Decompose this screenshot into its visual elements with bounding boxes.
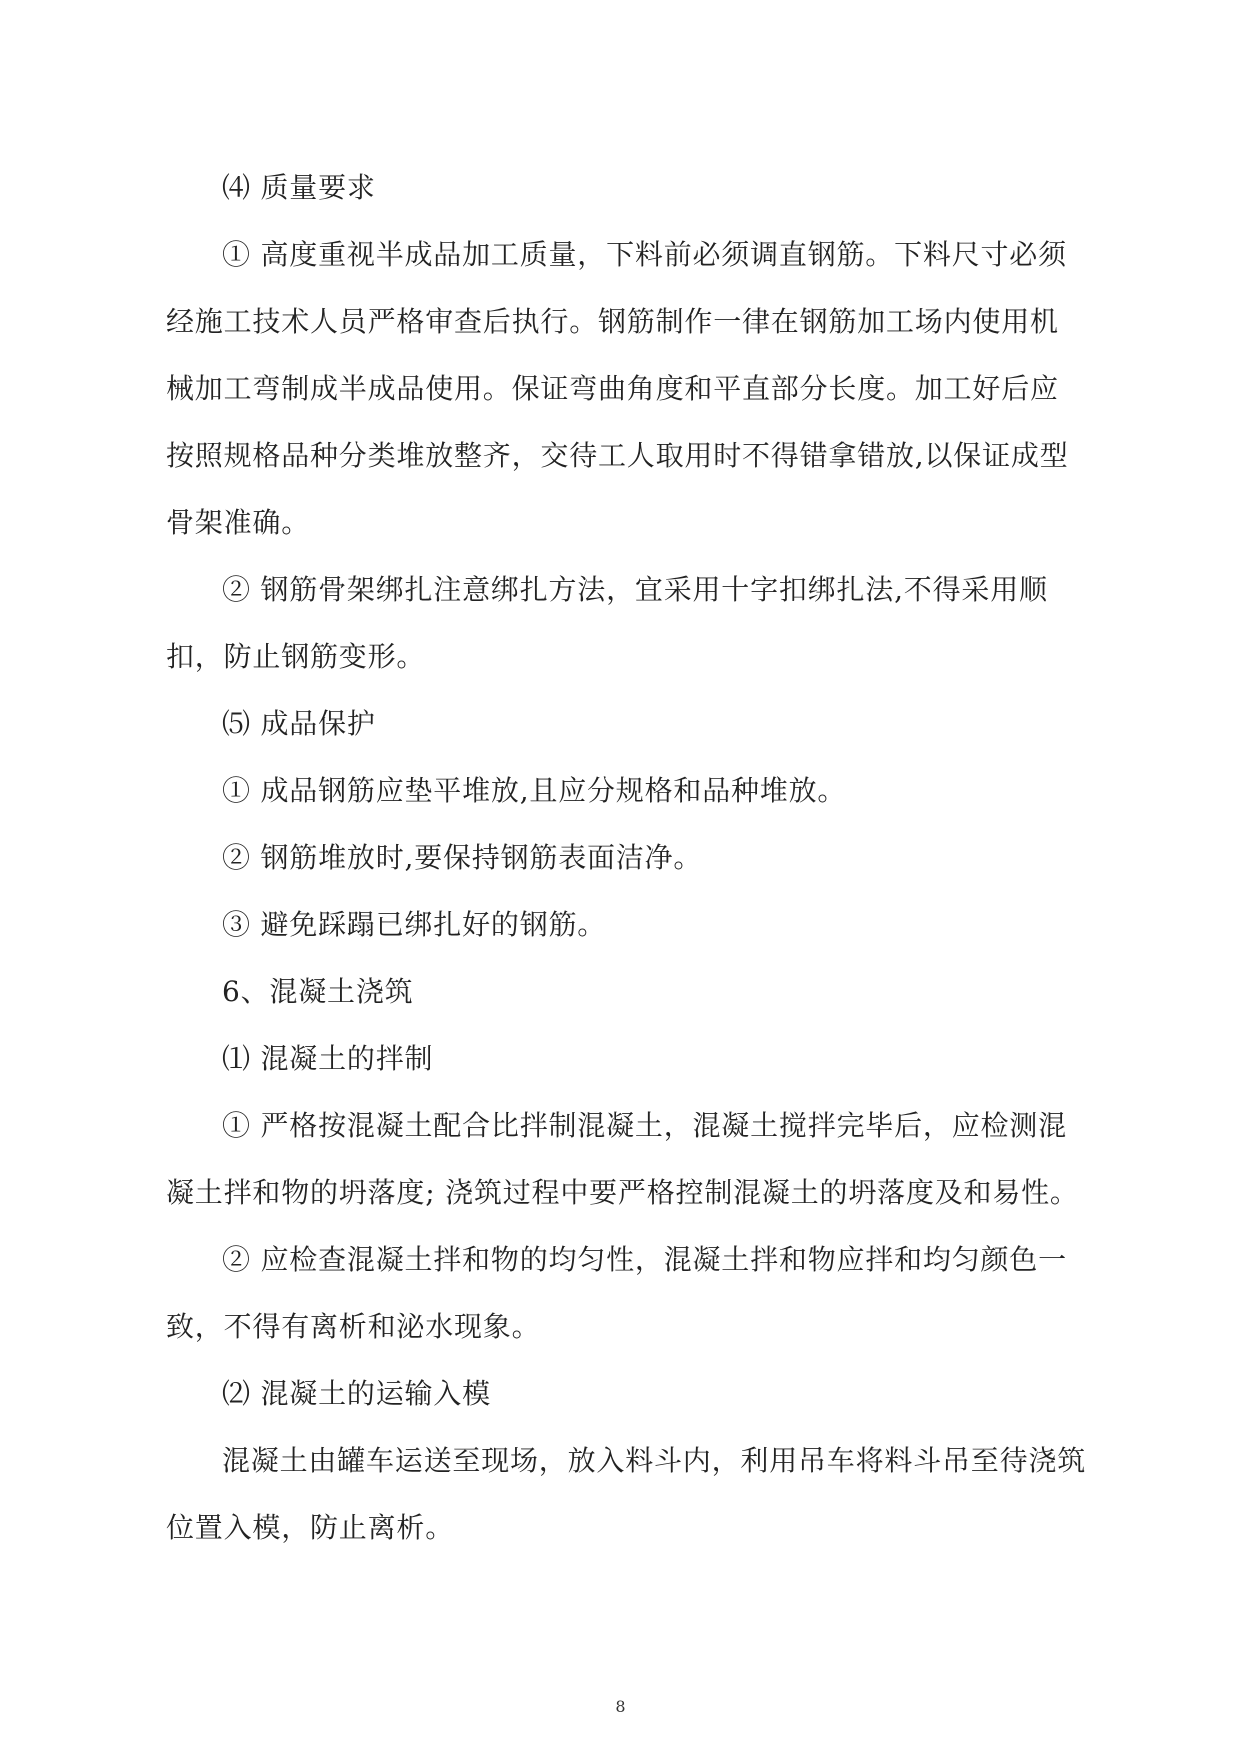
paragraph-transport-method: 混凝土由罐车运送至现场，放入料斗内，利用吊车将料斗吊至待浇筑位置入模，防止离析。 <box>166 1444 1087 1544</box>
paragraph-surface-clean: ② 钢筋堆放时,要保持钢筋表面洁净。 <box>222 841 703 874</box>
paragraph-avoid-stepping: ③ 避免踩蹋已绑扎好的钢筋。 <box>222 908 607 941</box>
page-number: 8 <box>615 1697 626 1716</box>
document-body <box>166 154 1086 1561</box>
paragraph-uniformity: ② 应检查混凝土拌和物的均匀性，混凝土拌和物应拌和均匀颜色一致，不得有离析和泌水现象。 <box>166 1243 1067 1343</box>
section-heading-quality-requirements: ⑷ 质量要求 <box>222 171 376 204</box>
paragraph-binding-method: ② 钢筋骨架绑扎注意绑扎方法，宜采用十字扣绑扎法,不得采用顺扣，防止钢筋变形。 <box>166 573 1048 673</box>
section-heading-concrete-pouring: 6、混凝土浇筑 <box>222 975 414 1008</box>
paragraph-stacking: ① 成品钢筋应垫平堆放,且应分规格和品种堆放。 <box>222 774 847 807</box>
paragraph-semi-finished-processing: ① 高度重视半成品加工质量，下料前必须调直钢筋。下料尺寸必须经施工技术人员严格审查后执行。钢筋制作一律在钢筋加工场内使用机械加工弯制成半成品使用。保证弯曲角度和平直部分长度。加工好后应按照规格品种分类堆放整齐，交待工人取用时不得错拿错放,以保证成型骨架准确。 <box>166 238 1069 539</box>
subsection-heading-concrete-mixing: ⑴ 混凝土的拌制 <box>222 1042 434 1075</box>
subsection-heading-transport: ⑵ 混凝土的运输入模 <box>222 1377 491 1410</box>
paragraph-mix-ratio: ① 严格按混凝土配合比拌制混凝土，混凝土搅拌完毕后，应检测混凝土拌和物的坍落度; 浇筑过程中要严格控制混凝土的坍落度及和易性。 <box>166 1109 1079 1209</box>
section-heading-finished-product-protection: ⑸ 成品保护 <box>222 707 376 740</box>
